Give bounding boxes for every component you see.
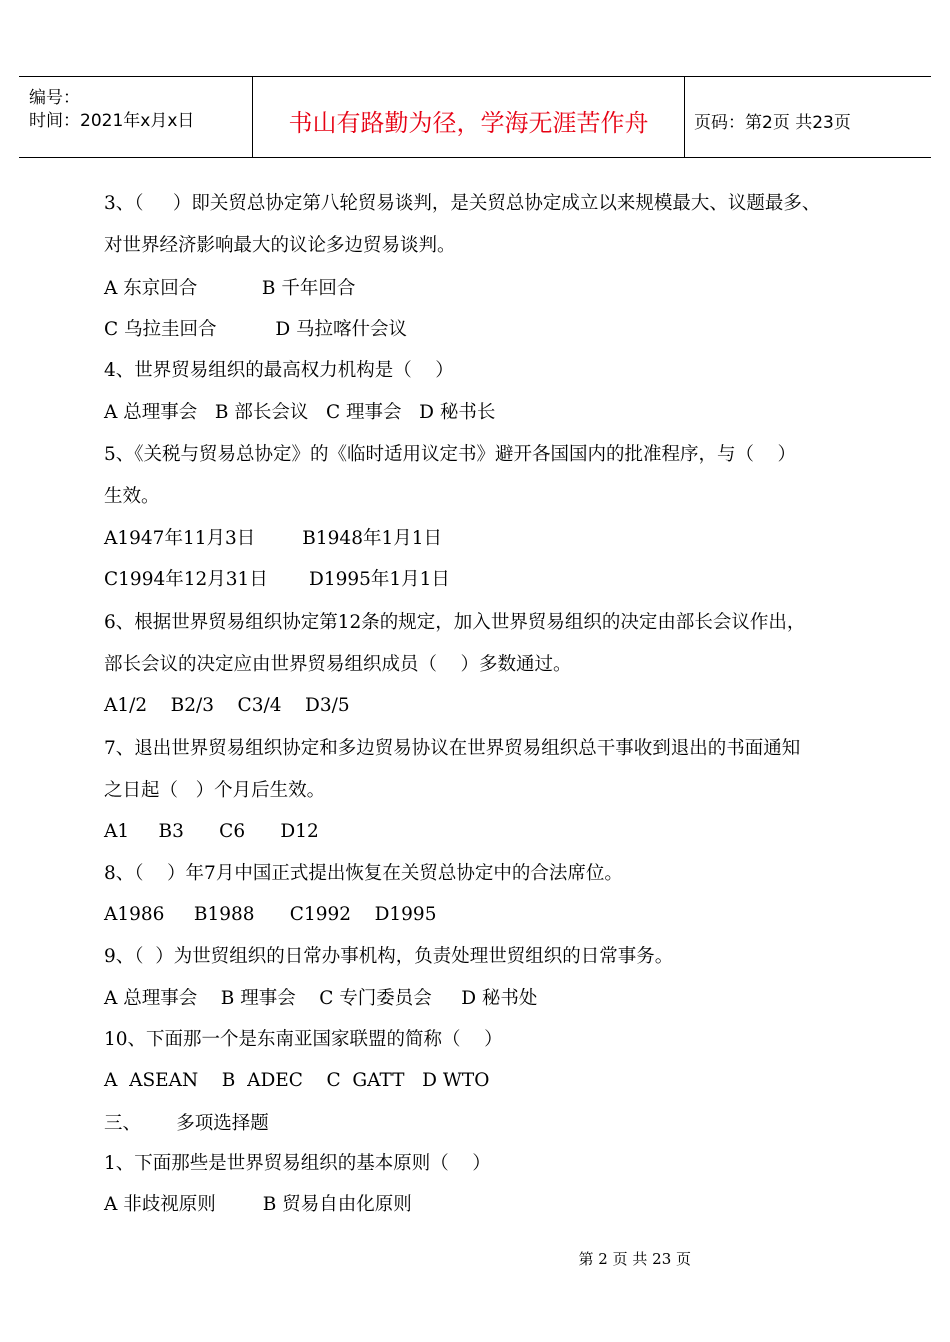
- document-header: [19, 76, 931, 158]
- question-line: 部长会议的决定应由世界贸易组织成员（ ）多数通过。: [104, 654, 572, 675]
- option-line: A 总理事会 B 理事会 C 专门委员会 D 秘书处: [104, 988, 538, 1009]
- section-heading: 三、 多项选择题: [104, 1113, 269, 1134]
- question-line: 之日起（ ）个月后生效。: [104, 780, 326, 801]
- option-line: A1 B3 C6 D12: [104, 821, 319, 842]
- question-line: 对世界经济影响最大的议论多边贸易谈判。: [104, 235, 456, 256]
- serial-label: 编号：: [29, 88, 80, 108]
- option-line: A 总理事会 B 部长会议 C 理事会 D 秘书长: [104, 402, 496, 423]
- question-line: 10、下面那一个是东南亚国家联盟的简称（ ）: [104, 1029, 503, 1050]
- question-line: 4、世界贸易组织的最高权力机构是（ ）: [104, 360, 454, 381]
- footer-page-number: 第 2 页 共 23 页: [578, 1250, 692, 1268]
- option-line: A ASEAN B ADEC C GATT D WTO: [104, 1070, 490, 1091]
- question-line: 6、根据世界贸易组织协定第12条的规定，加入世界贸易组织的决定由部长会议作出，: [104, 612, 806, 633]
- header-meta-cell: [19, 77, 252, 157]
- header-motto-cell: [252, 77, 685, 157]
- option-line: C1994年12月31日 D1995年1月1日: [104, 569, 450, 590]
- option-line: A 东京回合 B 千年回合: [104, 278, 356, 299]
- motto-text: 书山有路勤为径，学海无涯苦作舟: [288, 109, 649, 137]
- header-page-cell: [684, 77, 931, 157]
- option-line: A1/2 B2/3 C3/4 D3/5: [104, 695, 350, 716]
- page-footer: [0, 1230, 950, 1269]
- page-info: 页码：第2页 共23页: [694, 113, 851, 133]
- option-line: A1986 B1988 C1992 D1995: [104, 904, 437, 925]
- option-line: A 非歧视原则 B 贸易自由化原则: [104, 1194, 412, 1215]
- question-line: 5、《关税与贸易总协定》的《临时适用议定书》避开各国国内的批准程序，与（ ）: [104, 444, 797, 465]
- time-label: 时间：2021年x月x日: [29, 111, 195, 131]
- question-line: 7、退出世界贸易组织协定和多边贸易协议在世界贸易组织总干事收到退出的书面通知: [104, 738, 801, 759]
- option-line: A1947年11月3日 B1948年1月1日: [104, 528, 443, 549]
- question-line: 3、（ ）即关贸总协定第八轮贸易谈判，是关贸总协定成立以来规模最大、议题最多、: [104, 193, 821, 214]
- question-line: 1、下面那些是世界贸易组织的基本原则（ ）: [104, 1153, 491, 1174]
- question-line: 8、（ ）年7月中国正式提出恢复在关贸总协定中的合法席位。: [104, 863, 623, 884]
- question-line: 生效。: [104, 486, 160, 507]
- option-line: C 乌拉圭回合 D 马拉喀什会议: [104, 319, 408, 340]
- question-line: 9、（ ）为世贸组织的日常办事机构，负责处理世贸组织的日常事务。: [104, 946, 674, 967]
